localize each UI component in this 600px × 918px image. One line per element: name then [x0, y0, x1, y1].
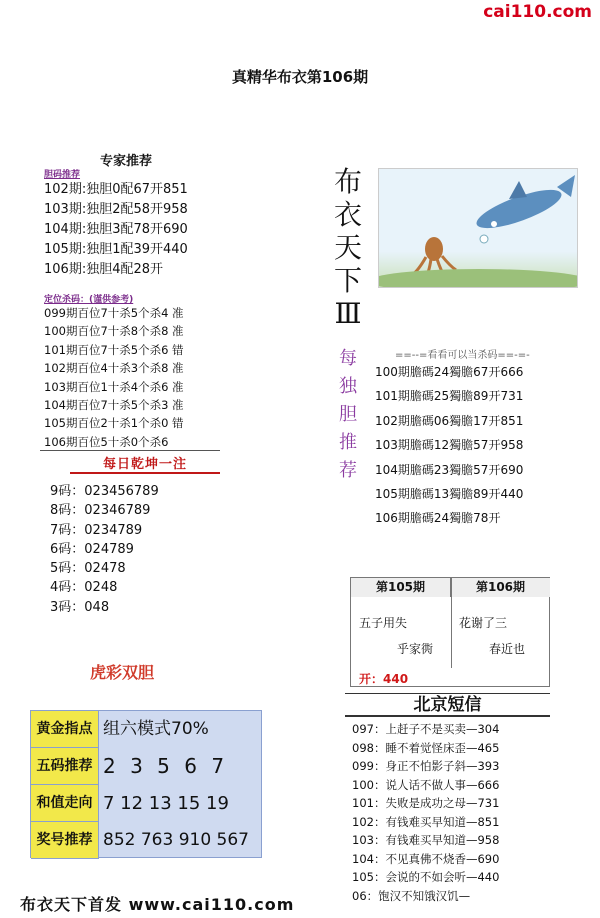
kill-label: 定位杀码：(谨供参考)	[44, 295, 134, 305]
vtitle-char: 衣	[333, 198, 362, 231]
grid-value: 组六模式70%	[103, 719, 209, 739]
sms-line: 102：有钱难买早知道—851	[352, 814, 500, 829]
code-line: 5码：02478	[50, 561, 126, 577]
riddle-text: 乎家衖	[397, 642, 434, 656]
riddle-text: 春近也	[489, 642, 526, 656]
code-line: 4码：0248	[50, 580, 118, 596]
vtitle-char: 布	[333, 165, 362, 198]
expert-line: 102期:独胆0配67开851	[44, 182, 188, 197]
box-header: 第106期	[451, 578, 550, 597]
mei-char: 荐	[339, 460, 357, 481]
kill-line: 102期百位4十杀3个杀8 准	[44, 361, 184, 376]
expert-line: 104期:独胆3配78开690	[44, 222, 188, 237]
mei-vertical	[333, 345, 363, 485]
expert-line: 103期:独胆2配58开958	[44, 202, 188, 217]
vtitle-char: 天	[333, 231, 362, 264]
site-logo[interactable]: cai110.com	[483, 2, 592, 22]
grid-label: 奖号推荐	[31, 822, 99, 859]
grid-value: 7 12 13 15 19	[103, 793, 229, 814]
riddle-text: 五子用失	[359, 616, 408, 630]
vtitle-char: 下	[333, 264, 362, 297]
riddle-box	[350, 577, 550, 687]
sms-line: 100：说人话不做人事—666	[352, 777, 500, 792]
box-header: 第105期	[351, 578, 451, 597]
recom-line: 101期膽碼25獨膽89开731	[375, 389, 524, 404]
box-divider	[451, 578, 452, 668]
code-line: 7码：0234789	[50, 522, 143, 538]
footer-site[interactable]: 布衣天下首发 www.cai110.com	[20, 895, 295, 914]
sms-line: 097：上赶子不是买卖—304	[352, 722, 500, 736]
recom-line: 106期膽碼24獨膽78开	[375, 511, 501, 526]
vertical-title	[333, 165, 363, 330]
prediction-panel	[30, 710, 262, 858]
beijing-sms-title: 北京短信	[345, 693, 550, 717]
sms-line: 105：会说的不如会听—440	[352, 870, 500, 884]
expert-list	[44, 180, 188, 280]
sms-line: 06：饱汉不知饿汉饥—	[352, 888, 471, 903]
recom-line: 105期膽碼13獨膽89开440	[375, 487, 524, 502]
kill-line: 105期百位2十杀1个杀0 错	[44, 416, 184, 431]
recom-line: 100期膽碼24獨膽67开666	[375, 365, 524, 379]
kill-line: 101期百位7十杀5个杀6 错	[44, 342, 184, 357]
code-line: 8码：02346789	[50, 503, 151, 519]
code-line: 3码：048	[50, 599, 110, 615]
mei-char: 推	[339, 432, 357, 453]
recom-list	[375, 360, 523, 531]
sms-line: 103：有钱难买早知道—958	[352, 833, 500, 847]
expert-title: 专家推荐	[100, 154, 153, 169]
kill-line: 106期百位5十杀0个杀6	[44, 434, 169, 449]
kill-list	[44, 304, 184, 451]
grid-value: 2 3 5 6 7	[103, 754, 229, 778]
open-result: 开：440	[359, 672, 409, 686]
sms-line: 098：睡不着觉怪床歪—465	[352, 740, 500, 755]
grid-label: 黄金指点	[31, 711, 99, 748]
expert-line: 106期:独胆4配28开	[44, 262, 164, 277]
kill-line: 099期百位7十杀5个杀4 准	[44, 306, 184, 320]
kill-line: 103期百位1十杀4个杀6 准	[44, 379, 184, 394]
code-line: 6码：024789	[50, 541, 134, 557]
recom-line: 103期膽碼12獨膽57开958	[375, 438, 524, 453]
divider	[40, 450, 220, 451]
expert-line: 105期:独胆1配39开440	[44, 242, 188, 257]
mei-char: 独	[339, 376, 357, 397]
vtitle-char: Ⅲ	[334, 297, 362, 330]
shark-illustration	[378, 168, 578, 288]
mei-char: 胆	[339, 404, 357, 425]
recom-heading: ==--=看看可以当杀码==-=-	[395, 350, 530, 361]
code-line: 9码：023456789	[50, 484, 159, 499]
page-title: 真精华布衣第106期	[231, 68, 369, 86]
grid-label: 五码推荐	[31, 748, 99, 785]
dan-label: 胆码推荐	[44, 170, 81, 180]
sms-line: 101：失败是成功之母—731	[352, 796, 500, 810]
recom-line: 102期膽碼06獨膽17开851	[375, 413, 524, 428]
kill-line: 100期百位7十杀8个杀8 准	[44, 324, 184, 339]
riddle-text: 花谢了三	[459, 616, 508, 630]
grid-label: 和值走向	[31, 785, 99, 822]
sms-line: 104：不见真佛不烧香—690	[352, 851, 500, 866]
tiger-title: 虎彩双胆	[90, 663, 155, 682]
code-list	[50, 482, 159, 617]
daily-title: 每日乾坤一注	[70, 453, 220, 474]
grid-value: 852 763 910 567	[103, 830, 250, 850]
kill-line: 104期百位7十杀5个杀3 准	[44, 398, 184, 413]
recom-line: 104期膽碼23獨膽57开690	[375, 462, 524, 477]
sms-list	[352, 720, 499, 905]
sms-line: 099：身正不怕影子斜—393	[352, 759, 500, 773]
mei-char: 每	[339, 348, 357, 369]
